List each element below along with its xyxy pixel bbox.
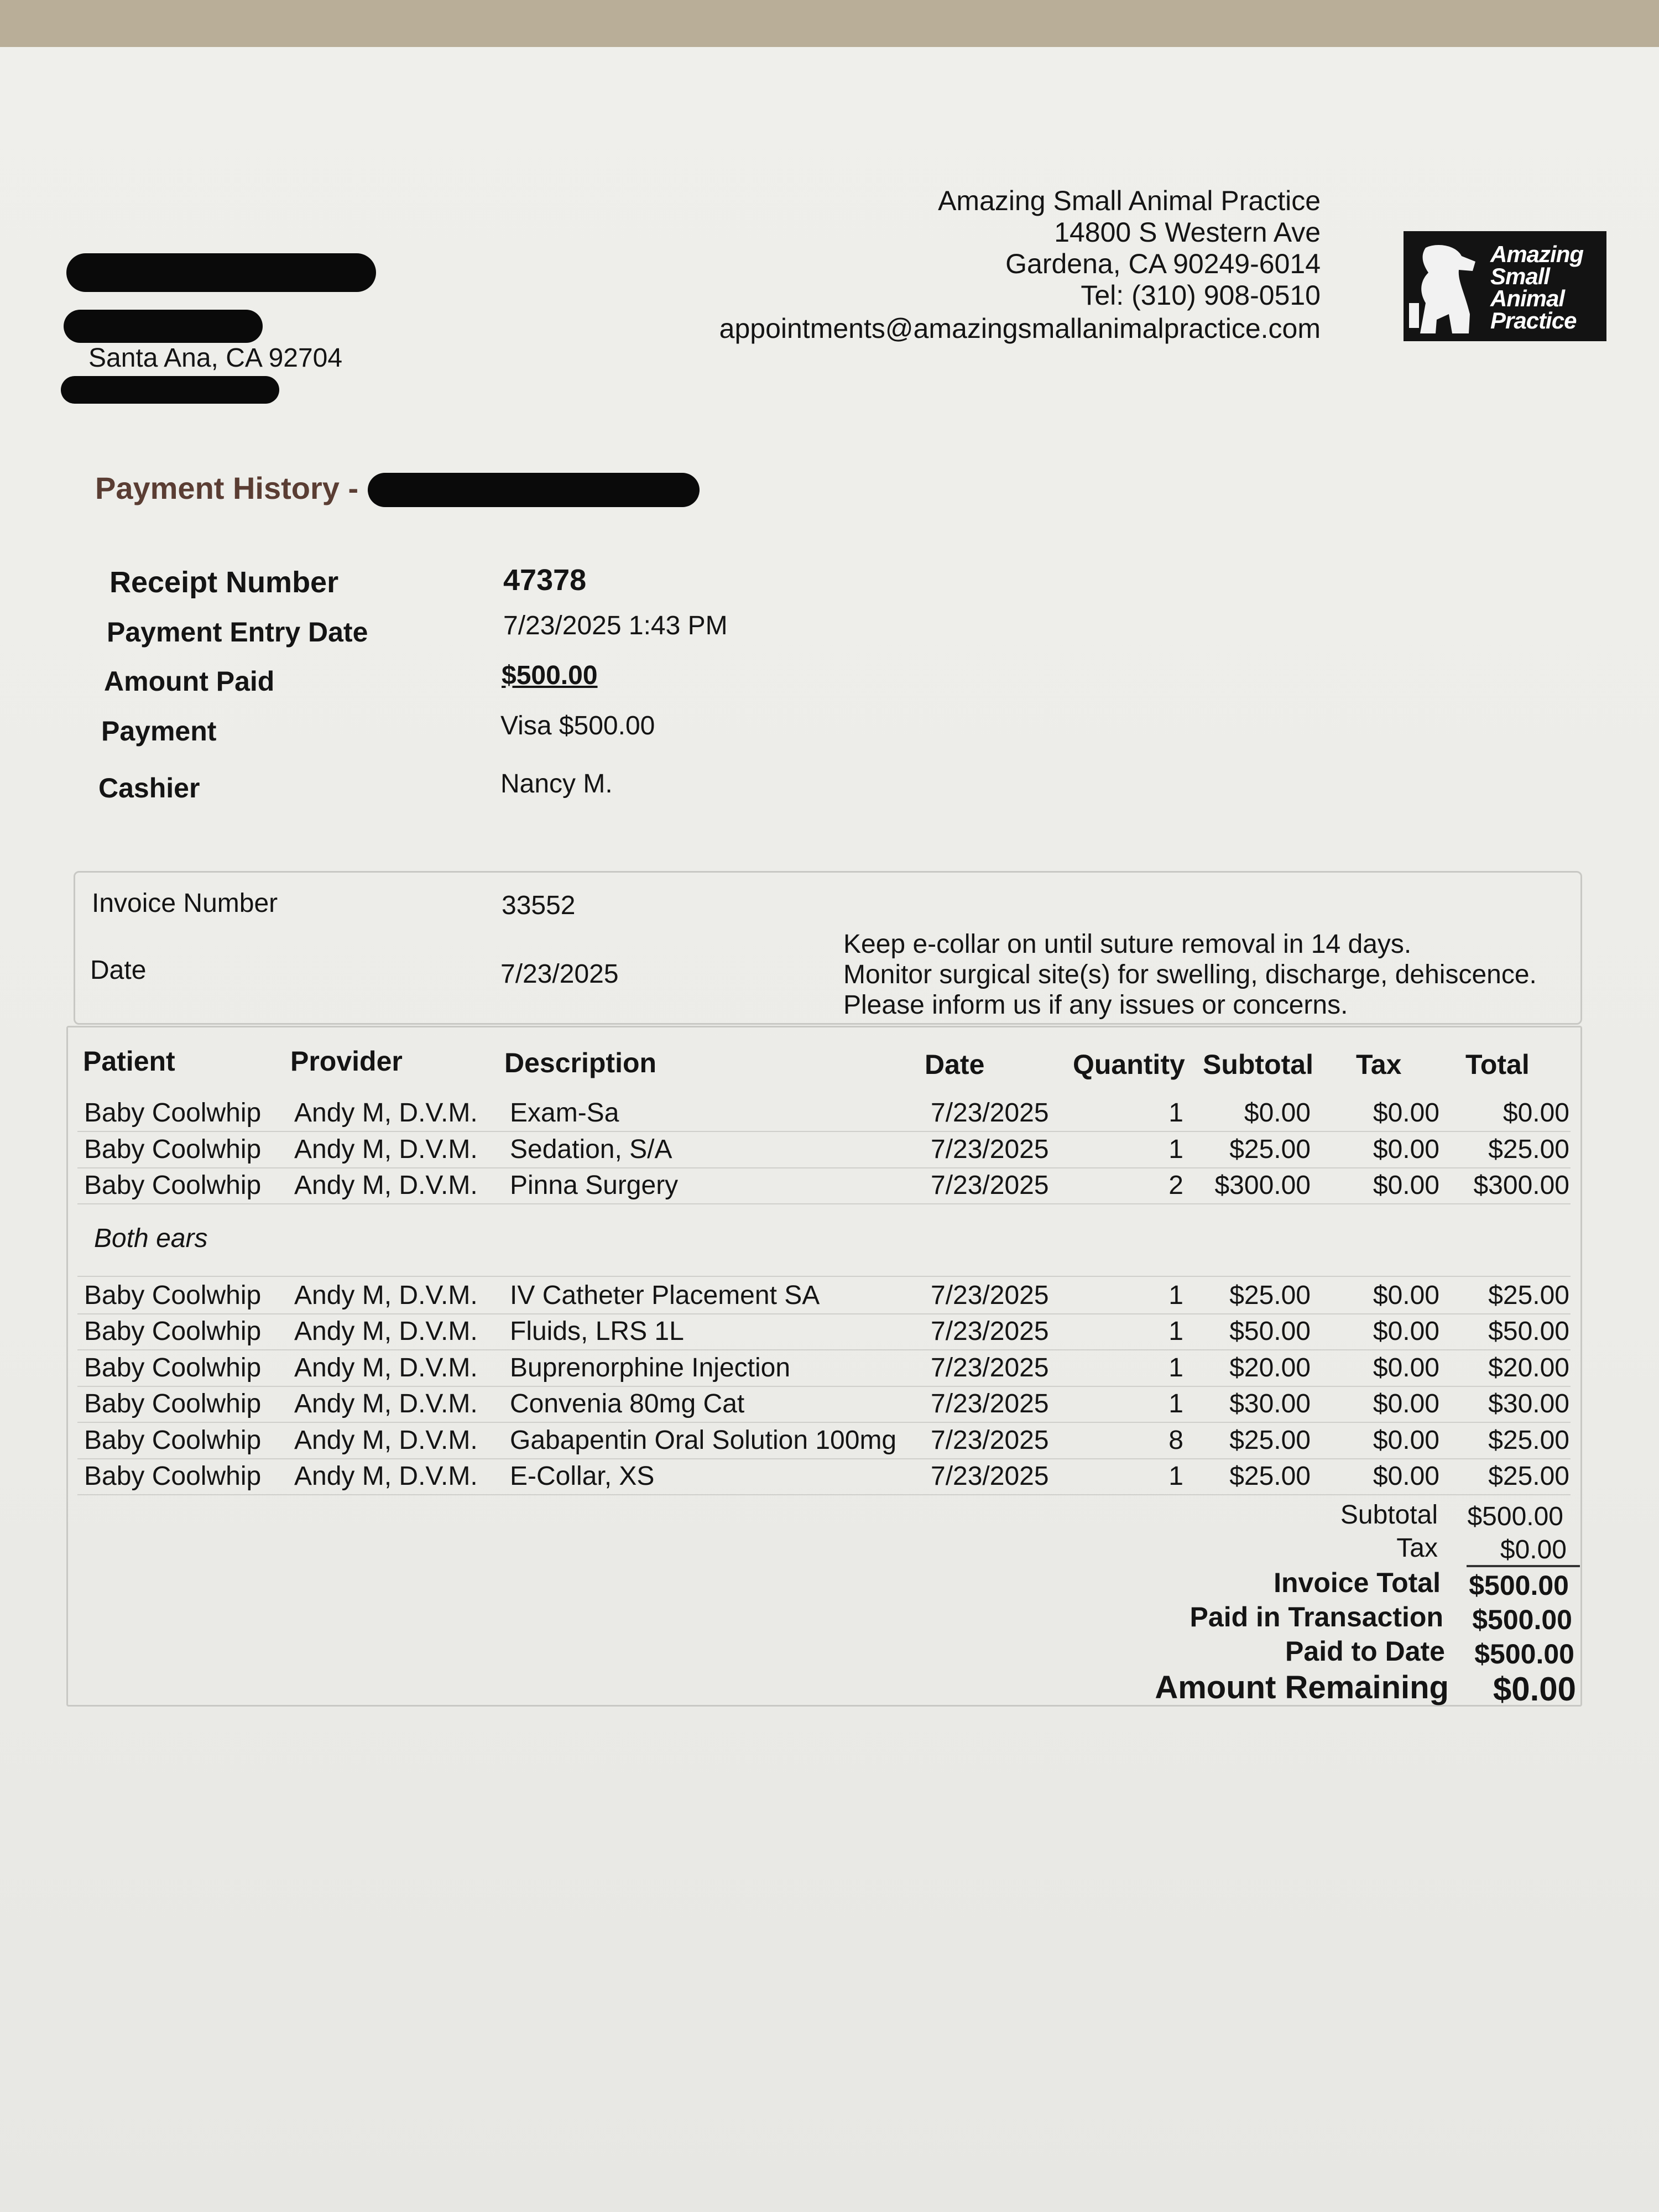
row-6-description: Buprenorphine Injection bbox=[510, 1353, 791, 1383]
row-divider bbox=[77, 1458, 1571, 1459]
row-8-date: 7/23/2025 bbox=[931, 1426, 1049, 1455]
row-9-tax: $0.00 bbox=[1373, 1462, 1439, 1491]
row-1-tax: $0.00 bbox=[1373, 1098, 1439, 1128]
redacted-patient-owner bbox=[368, 473, 700, 507]
subtotal-value: $500.00 bbox=[1467, 1502, 1563, 1531]
amount-remaining-label: Amount Remaining bbox=[1155, 1670, 1449, 1705]
paid-to-date-value: $500.00 bbox=[1474, 1639, 1574, 1670]
line-item-note: Both ears bbox=[94, 1224, 208, 1253]
clinic-name: Amazing Small Animal Practice bbox=[938, 185, 1321, 216]
row-9-description: E-Collar, XS bbox=[510, 1462, 655, 1491]
clinic-city: Gardena, CA 90249-6014 bbox=[1005, 248, 1321, 279]
payment-label: Payment bbox=[101, 716, 217, 747]
row-divider bbox=[77, 1203, 1571, 1204]
receipt-number-label: Receipt Number bbox=[109, 566, 339, 599]
payment-method: Visa $500.00 bbox=[500, 711, 655, 740]
row-2-subtotal: $25.00 bbox=[1229, 1135, 1311, 1164]
header-subtotal: Subtotal bbox=[1203, 1049, 1313, 1080]
tax-value: $0.00 bbox=[1500, 1535, 1567, 1564]
row-6-provider: Andy M, D.V.M. bbox=[294, 1353, 478, 1383]
row-5-total: $50.00 bbox=[1488, 1317, 1569, 1346]
row-5-tax: $0.00 bbox=[1373, 1317, 1439, 1346]
redacted-client-name bbox=[66, 253, 376, 292]
row-1-date: 7/23/2025 bbox=[931, 1098, 1049, 1128]
row-3-total: $300.00 bbox=[1473, 1171, 1569, 1200]
row-4-provider: Andy M, D.V.M. bbox=[294, 1281, 478, 1310]
row-3-description: Pinna Surgery bbox=[510, 1171, 679, 1200]
clinic-street: 14800 S Western Ave bbox=[1054, 217, 1321, 248]
row-5-date: 7/23/2025 bbox=[931, 1317, 1049, 1346]
header-provider: Provider bbox=[290, 1046, 403, 1077]
row-9-provider: Andy M, D.V.M. bbox=[294, 1462, 478, 1491]
row-8-patient: Baby Coolwhip bbox=[84, 1426, 262, 1455]
invoice-number: 33552 bbox=[502, 891, 576, 920]
row-7-patient: Baby Coolwhip bbox=[84, 1389, 262, 1418]
row-1-patient: Baby Coolwhip bbox=[84, 1098, 262, 1128]
row-2-total: $25.00 bbox=[1488, 1135, 1569, 1164]
row-3-provider: Andy M, D.V.M. bbox=[294, 1171, 478, 1200]
invoice-total-value: $500.00 bbox=[1469, 1570, 1569, 1601]
row-7-subtotal: $30.00 bbox=[1229, 1389, 1311, 1418]
amount-paid-label: Amount Paid bbox=[104, 666, 275, 697]
invoice-note-1: Keep e-collar on until suture removal in 14 days. bbox=[843, 930, 1412, 959]
row-5-patient: Baby Coolwhip bbox=[84, 1317, 262, 1346]
row-4-description: IV Catheter Placement SA bbox=[510, 1281, 820, 1310]
row-1-subtotal: $0.00 bbox=[1244, 1098, 1311, 1128]
amount-paid: $500.00 bbox=[502, 661, 598, 690]
row-1-description: Exam-Sa bbox=[510, 1098, 619, 1128]
cashier-label: Cashier bbox=[98, 773, 200, 804]
row-2-tax: $0.00 bbox=[1373, 1135, 1439, 1164]
row-4-tax: $0.00 bbox=[1373, 1281, 1439, 1310]
row-4-total: $25.00 bbox=[1488, 1281, 1569, 1310]
row-5-provider: Andy M, D.V.M. bbox=[294, 1317, 478, 1346]
row-8-description: Gabapentin Oral Solution 100mg bbox=[510, 1426, 897, 1455]
dog-silhouette-icon bbox=[1404, 231, 1486, 341]
row-divider bbox=[77, 1349, 1571, 1350]
row-4-patient: Baby Coolwhip bbox=[84, 1281, 262, 1310]
header-date: Date bbox=[925, 1049, 985, 1080]
clinic-phone: Tel: (310) 908-0510 bbox=[1081, 280, 1321, 311]
clinic-email: appointments@amazingsmallanimalpractice.com bbox=[719, 313, 1321, 344]
tax-underline bbox=[1467, 1565, 1580, 1567]
header-tax: Tax bbox=[1356, 1049, 1402, 1080]
payment-entry-date-label: Payment Entry Date bbox=[107, 617, 368, 648]
row-4-subtotal: $25.00 bbox=[1229, 1281, 1311, 1310]
invoice-total-label: Invoice Total bbox=[1274, 1567, 1441, 1598]
row-1-provider: Andy M, D.V.M. bbox=[294, 1098, 478, 1128]
row-3-quantity: 2 bbox=[1168, 1171, 1183, 1200]
receipt-number: 47378 bbox=[503, 564, 587, 597]
row-divider bbox=[77, 1494, 1571, 1495]
row-2-provider: Andy M, D.V.M. bbox=[294, 1135, 478, 1164]
row-divider bbox=[77, 1313, 1571, 1314]
row-3-tax: $0.00 bbox=[1373, 1171, 1439, 1200]
row-9-date: 7/23/2025 bbox=[931, 1462, 1049, 1491]
row-5-quantity: 1 bbox=[1168, 1317, 1183, 1346]
row-9-quantity: 1 bbox=[1168, 1462, 1183, 1491]
paid-in-transaction-value: $500.00 bbox=[1472, 1604, 1572, 1635]
row-7-date: 7/23/2025 bbox=[931, 1389, 1049, 1418]
tax-label: Tax bbox=[1396, 1533, 1438, 1563]
redacted-client-street bbox=[64, 310, 263, 343]
row-divider bbox=[77, 1386, 1571, 1387]
row-divider bbox=[77, 1422, 1571, 1423]
row-6-patient: Baby Coolwhip bbox=[84, 1353, 262, 1383]
row-8-quantity: 8 bbox=[1168, 1426, 1183, 1455]
amount-remaining-value: $0.00 bbox=[1493, 1671, 1576, 1708]
row-divider bbox=[77, 1131, 1571, 1132]
row-9-patient: Baby Coolwhip bbox=[84, 1462, 262, 1491]
header-quantity: Quantity bbox=[1073, 1049, 1185, 1080]
invoice-note-2: Monitor surgical site(s) for swelling, discharge, dehiscence. bbox=[843, 960, 1537, 989]
row-5-subtotal: $50.00 bbox=[1229, 1317, 1311, 1346]
row-6-tax: $0.00 bbox=[1373, 1353, 1439, 1383]
row-9-total: $25.00 bbox=[1488, 1462, 1569, 1491]
invoice-note-3: Please inform us if any issues or concerns. bbox=[843, 990, 1348, 1020]
row-2-description: Sedation, S/A bbox=[510, 1135, 672, 1164]
row-1-quantity: 1 bbox=[1168, 1098, 1183, 1128]
row-7-provider: Andy M, D.V.M. bbox=[294, 1389, 478, 1418]
paid-in-transaction-label: Paid in Transaction bbox=[1190, 1601, 1443, 1632]
row-1-total: $0.00 bbox=[1503, 1098, 1569, 1128]
row-7-tax: $0.00 bbox=[1373, 1389, 1439, 1418]
invoice-number-label: Invoice Number bbox=[92, 889, 278, 918]
row-8-provider: Andy M, D.V.M. bbox=[294, 1426, 478, 1455]
invoice-date: 7/23/2025 bbox=[500, 959, 619, 989]
row-7-quantity: 1 bbox=[1168, 1389, 1183, 1418]
header-total: Total bbox=[1465, 1049, 1530, 1080]
header-patient: Patient bbox=[83, 1046, 175, 1077]
header-description: Description bbox=[504, 1047, 657, 1078]
row-3-patient: Baby Coolwhip bbox=[84, 1171, 262, 1200]
row-8-total: $25.00 bbox=[1488, 1426, 1569, 1455]
client-city-line: Santa Ana, CA 92704 bbox=[88, 343, 343, 373]
row-2-patient: Baby Coolwhip bbox=[84, 1135, 262, 1164]
paid-to-date-label: Paid to Date bbox=[1285, 1636, 1445, 1667]
row-4-date: 7/23/2025 bbox=[931, 1281, 1049, 1310]
row-6-subtotal: $20.00 bbox=[1229, 1353, 1311, 1383]
page-title: Payment History - bbox=[95, 471, 359, 505]
row-2-date: 7/23/2025 bbox=[931, 1135, 1049, 1164]
row-divider bbox=[77, 1276, 1571, 1277]
subtotal-label: Subtotal bbox=[1340, 1500, 1438, 1530]
row-6-quantity: 1 bbox=[1168, 1353, 1183, 1383]
row-divider bbox=[77, 1167, 1571, 1168]
row-3-date: 7/23/2025 bbox=[931, 1171, 1049, 1200]
row-8-subtotal: $25.00 bbox=[1229, 1426, 1311, 1455]
row-5-description: Fluids, LRS 1L bbox=[510, 1317, 684, 1346]
row-3-subtotal: $300.00 bbox=[1214, 1171, 1311, 1200]
row-2-quantity: 1 bbox=[1168, 1135, 1183, 1164]
logo-text: Amazing Small Animal Practice bbox=[1490, 241, 1584, 333]
row-4-quantity: 1 bbox=[1168, 1281, 1183, 1310]
redacted-client-phone bbox=[61, 376, 279, 404]
payment-entry-date: 7/23/2025 1:43 PM bbox=[503, 611, 728, 640]
row-7-description: Convenia 80mg Cat bbox=[510, 1389, 745, 1418]
clinic-logo bbox=[1404, 231, 1606, 341]
row-6-date: 7/23/2025 bbox=[931, 1353, 1049, 1383]
row-6-total: $20.00 bbox=[1488, 1353, 1569, 1383]
row-8-tax: $0.00 bbox=[1373, 1426, 1439, 1455]
row-7-total: $30.00 bbox=[1488, 1389, 1569, 1418]
cashier-name: Nancy M. bbox=[500, 769, 613, 799]
invoice-date-label: Date bbox=[90, 956, 147, 985]
row-9-subtotal: $25.00 bbox=[1229, 1462, 1311, 1491]
